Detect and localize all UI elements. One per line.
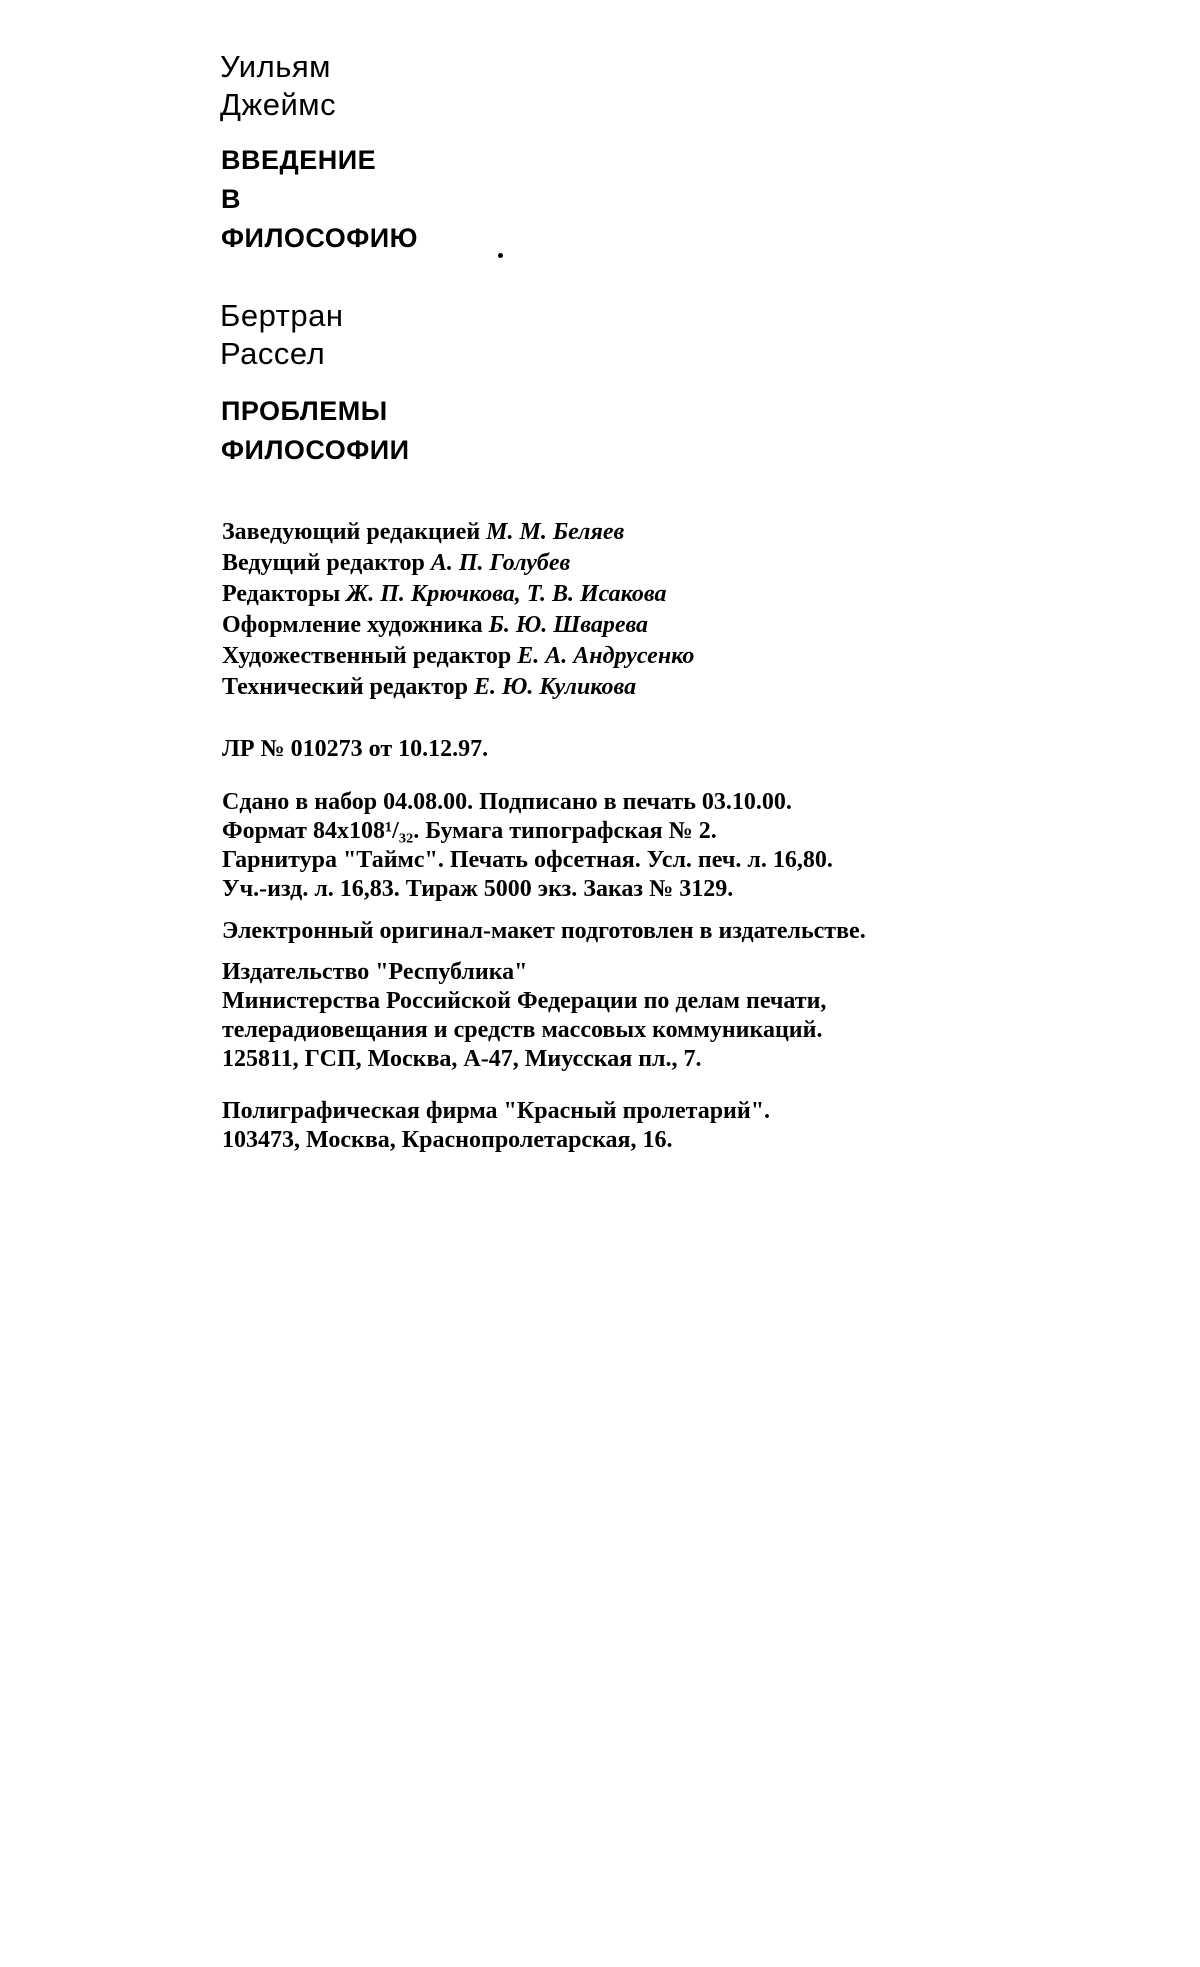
print-info-line: Уч.-изд. л. 16,83. Тираж 5000 экз. Заказ № 3129.: [222, 876, 734, 902]
publisher-line: телерадиовещания и средств массовых коммуникаций.: [222, 1017, 823, 1043]
printer-line: 103473, Москва, Краснопролетарская, 16.: [222, 1127, 673, 1153]
credit-name: А. П. Голубев: [430, 550, 571, 576]
credit-role: Оформление художника: [222, 612, 483, 638]
credit-line: [222, 610, 694, 641]
author-last-name: Джеймс: [220, 87, 337, 122]
license-number: [222, 735, 488, 764]
printer-info: [222, 1097, 770, 1155]
credit-role: Художественный редактор: [222, 643, 512, 669]
print-info-line: Гарнитура "Таймс". Печать офсетная. Усл. печ. л. 16,80.: [222, 847, 833, 873]
print-speck: [498, 253, 503, 258]
publisher-line: Министерства Российской Федерации по делам печати,: [222, 988, 827, 1014]
author-name-russell: [220, 297, 343, 373]
book-title-james: [221, 141, 418, 258]
book-title-line: ПРОБЛЕМЫ: [221, 396, 388, 426]
book-title-line: ФИЛОСОФИИ: [221, 435, 410, 465]
layout-note: [222, 917, 866, 946]
author-first-name: Уильям: [220, 49, 331, 84]
layout-note-text: Электронный оригинал-макет подготовлен в издательстве.: [222, 918, 866, 944]
book-title-russell: [221, 392, 410, 470]
credit-line: [222, 672, 694, 703]
editorial-credits: [222, 517, 694, 703]
credit-role: Заведующий редакцией: [222, 519, 481, 545]
book-title-line: В: [221, 184, 241, 214]
credit-name: Ж. П. Крючкова, Т. В. Исакова: [346, 581, 667, 607]
credit-name: М. М. Беляев: [486, 519, 625, 545]
publisher-info: [222, 958, 826, 1074]
author-name-james: [220, 48, 336, 124]
publisher-line: 125811, ГСП, Москва, А-47, Миусская пл., 7.: [222, 1046, 702, 1072]
credit-role: Редакторы: [222, 581, 341, 607]
publisher-line: Издательство "Республика": [222, 959, 528, 985]
author-first-name: Бертран: [220, 298, 344, 333]
credit-line: [222, 579, 694, 610]
credit-line: [222, 517, 694, 548]
book-title-line: ВВЕДЕНИЕ: [221, 145, 377, 175]
printer-line: Полиграфическая фирма "Красный пролетарий".: [222, 1098, 771, 1124]
license-text: ЛР № 010273 от 10.12.97.: [222, 736, 489, 762]
print-info-line: Формат 84x108¹/₃₂. Бумага типографская № 2.: [222, 818, 717, 844]
credit-name: Б. Ю. Шварева: [488, 612, 649, 638]
author-last-name: Рассел: [220, 336, 326, 371]
credit-line: [222, 548, 694, 579]
book-title-line: ФИЛОСОФИЮ: [221, 223, 419, 253]
print-info-line: Сдано в набор 04.08.00. Подписано в печать 03.10.00.: [222, 789, 792, 815]
credit-line: [222, 641, 694, 672]
credit-role: Технический редактор: [222, 674, 469, 700]
credit-role: Ведущий редактор: [222, 550, 425, 576]
credit-name: Е. А. Андрусенко: [517, 643, 695, 669]
print-info: [222, 788, 833, 904]
credit-name: Е. Ю. Куликова: [474, 674, 637, 700]
